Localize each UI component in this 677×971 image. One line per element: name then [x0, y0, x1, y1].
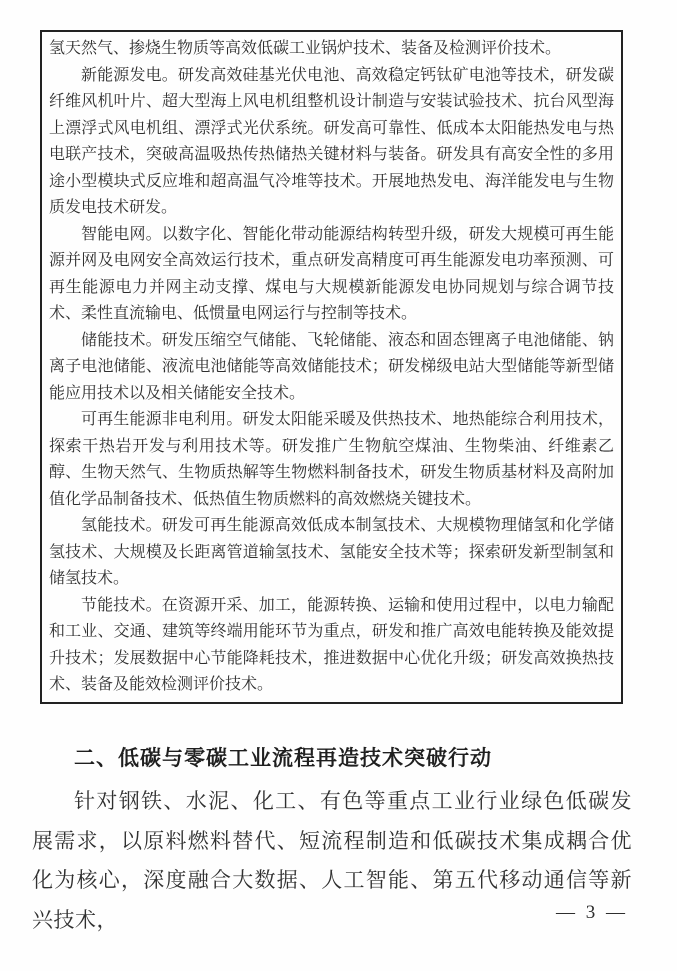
box-paragraph-boiler-continuation: 氢天然气、掺烧生物质等高效低碳工业锅炉技术、装备及检测评价技术。	[49, 40, 562, 57]
section-heading-low-carbon-industry: 二、低碳与零碳工业流程再造技术突破行动	[74, 747, 492, 770]
box-paragraph-smart-grid: 智能电网。以数字化、智能化带动能源结构转型升级，研发大规模可再生能源并网及电网安全高效运行技术，重点研发高精度可再生能源发电功率预测、可再生能源电力并网主动支撑、煤电与大规模新能源发电协同规划与综合调节技术、柔性直流输电、低惯量电网运行与控制等技术。	[49, 225, 614, 322]
box-paragraph-energy-storage: 储能技术。研发压缩空气储能、飞轮储能、液态和固态锂离子电池储能、钠离子电池储能、液流电池储能等高效储能技术；研发梯级电站大型储能等新型储能应用技术以及相关储能安全技术。	[49, 331, 614, 402]
box-paragraph-hydrogen: 氢能技术。研发可再生能源高效低成本制氢技术、大规模物理储氢和化学储氢技术、大规模及长距离管道输氢技术、氢能安全技术等；探索研发新型制氢和储氢技术。	[49, 517, 614, 587]
page-number: — 3 —	[556, 902, 628, 923]
technology-actions-box	[40, 30, 623, 704]
section-body-paragraph: 针对钢铁、水泥、化工、有色等重点工业行业绿色低碳发展需求，以原料燃料替代、短流程制造和低碳技术集成耦合优化为核心，深度融合大数据、人工智能、第五代移动通信等新兴技术，	[32, 789, 632, 932]
box-paragraph-new-energy-generation: 新能源发电。研发高效硅基光伏电池、高效稳定钙钛矿电池等技术，研发碳纤维风机叶片、超大型海上风电机组整机设计制造与安装试验技术、抗台风型海上漂浮式风电机组、漂浮式光伏系统。研发高可靠性、低成本太阳能热发电与热电联产技术，突破高温吸热传热储热关键材料与装备。研发具有高安全性的多用途小型模块式反应堆和超高温气冷堆等技术。开展地热发电、海洋能发电与生物质发电技术研发。	[49, 66, 614, 216]
box-paragraph-energy-saving: 节能技术。在资源开采、加工，能源转换、运输和使用过程中，以电力输配和工业、交通、建筑等终端用能环节为重点，研发和推广高效电能转换及能效提升技术；发展数据中心节能降耗技术，推进数据中心优化升级；研发高效换热技术、装备及能效检测评价技术。	[49, 596, 614, 693]
box-paragraph-renewable-non-electric: 可再生能源非电利用。研发太阳能采暖及供热技术、地热能综合利用技术，探索干热岩开发与利用技术等。研发推广生物航空煤油、生物柴油、纤维素乙醇、生物天然气、生物质热解等生物燃料制备技术，研发生物质基材料及高附加值化学品制备技术、低热值生物质燃料的高效燃烧关键技术。	[49, 411, 614, 508]
